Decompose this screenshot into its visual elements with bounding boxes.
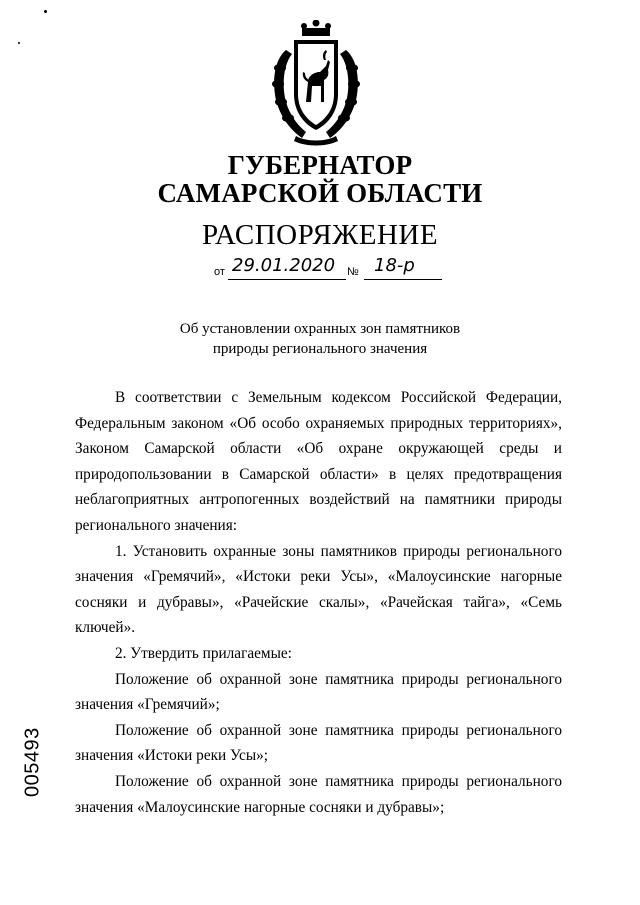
- date-number-row: [214, 254, 444, 284]
- document-number: 18-р: [374, 255, 415, 276]
- document-type-title: РАСПОРЯЖЕНИЕ: [201, 219, 439, 251]
- date-underline: [228, 279, 346, 280]
- body-paragraph-regulation-malousinskie: Положение об охранной зоне памятника природы регионального значения «Малоусинские нагорные сосняки и дубравы»;: [75, 772, 562, 816]
- date-from-label: от: [214, 266, 225, 278]
- number-label: №: [347, 266, 359, 278]
- body-paragraph-item-1: 1. Установить охранные зоны памятников природы регионального значения «Гремячий», «Истоки реки Усы», «Малоусинские нагорные сосняки и дубравы», «Рачейские скалы», «Рачейская тайга», «Семь ключей».: [75, 542, 562, 637]
- governor-heading: ГУБЕРНАТОР: [227, 150, 413, 180]
- document-subject: [0, 319, 640, 359]
- scan-speck: [18, 42, 20, 44]
- subject-line-1: Об установлении охранных зон памятников: [179, 321, 461, 337]
- samara-region-coat-of-arms-icon: [266, 20, 366, 148]
- region-heading: САМАРСКОЙ ОБЛАСТИ: [157, 178, 483, 208]
- body-paragraph-item-2: 2. Утвердить прилагаемые:: [115, 644, 292, 662]
- registration-stamp-number: 005493: [21, 727, 44, 797]
- document-body: [75, 385, 562, 820]
- number-underline: [364, 279, 442, 280]
- scan-speck: [44, 10, 47, 13]
- subject-line-2: природы регионального значения: [212, 341, 428, 357]
- document-date: 29.01.2020: [232, 255, 336, 276]
- body-paragraph-preamble: В соответствии с Земельным кодексом Российской Федерации, Федеральным законом «Об особо охраняемых природных территориях», Законом Самарской области «Об охране окружающей среды и природопользовании в Самарской области» в целях предотвращения неблагоприятных антропогенных воздействий на памятники природы регионального значения:: [75, 389, 562, 534]
- body-paragraph-regulation-gremyachiy: Положение об охранной зоне памятника природы регионального значения «Гремячий»;: [75, 670, 562, 714]
- body-paragraph-regulation-istoki: Положение об охранной зоне памятника природы регионального значения «Истоки реки Усы»;: [75, 721, 562, 765]
